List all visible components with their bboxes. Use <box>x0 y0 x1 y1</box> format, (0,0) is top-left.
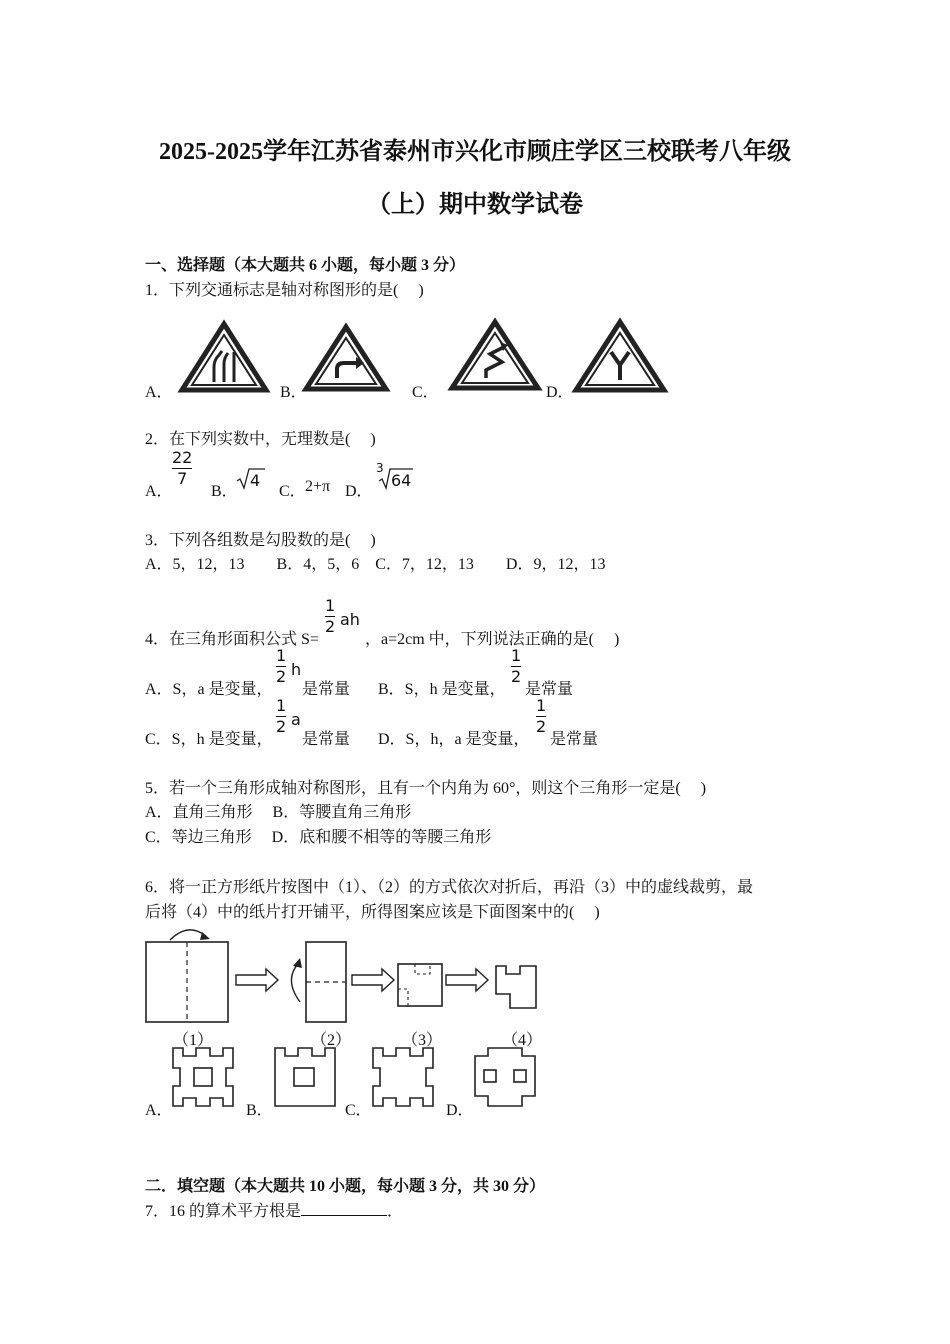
right-turn-sign-icon <box>304 325 388 391</box>
fraction-22-over-7 <box>172 449 192 488</box>
option-d-label: D． <box>345 483 373 500</box>
question-7 <box>145 1198 403 1221</box>
question-3-stem: 3．下列各组数是勾股数的是( ) <box>145 532 376 549</box>
arrow-right-icon <box>236 969 278 991</box>
option-b-text: B．S，h 是变量， <box>378 681 506 698</box>
paper-folding-diagram <box>140 922 550 1032</box>
option-a-text: A．S，a 是变量， <box>145 681 273 698</box>
step-2-label: （2） <box>311 1032 352 1049</box>
fraction-numerator: 1 <box>325 596 336 615</box>
option-a-label: A． <box>145 384 173 401</box>
option-c-value: 2+π <box>305 478 331 495</box>
arrow-right-icon <box>446 969 488 991</box>
question-5-options-line1: A．直角三角形 B．等腰直角三角形 <box>145 804 412 821</box>
fraction-denominator: 7 <box>177 469 188 488</box>
option-d-label: D． <box>446 1102 474 1119</box>
lane-merge-sign-icon <box>180 322 268 392</box>
arrow-right-icon <box>352 969 394 991</box>
section-heading-choice: 一、选择题（本大题共 6 小题，每小题 3 分） <box>145 257 466 274</box>
question-4-stem-end: ，a=2cm 中，下列说法正确的是( ) <box>365 631 620 648</box>
step-3-folded-square <box>398 964 442 1006</box>
step-3-label: （3） <box>402 1032 443 1049</box>
option-b-label: B． <box>211 483 238 500</box>
cube-root-index: 3 <box>376 461 384 475</box>
option-a-label: A． <box>145 1102 173 1119</box>
fraction-denominator: 2 <box>536 717 547 736</box>
question-6-stem-line1: 6．将一正方形纸片按图中（1）、（2）的方式依次对折后，再沿（3）中的虚线裁剪，最 <box>145 879 754 896</box>
pattern-c-shape <box>370 1046 436 1108</box>
pattern-a-shape <box>170 1046 236 1108</box>
option-a-label: A． <box>145 483 173 500</box>
option-b-label: B． <box>280 384 307 401</box>
option-b-suffix: 是常量 <box>525 681 574 698</box>
fraction-numerator: 1 <box>276 696 287 715</box>
fraction-numerator: 1 <box>276 646 287 665</box>
question-7-end: ． <box>387 1203 404 1220</box>
fraction-variable: a <box>291 710 301 729</box>
step-4-label: （4） <box>502 1032 543 1049</box>
cube-root-radicand: 64 <box>391 471 412 490</box>
question-2-stem: 2．在下列实数中，无理数是( ) <box>145 431 376 448</box>
question-5-options-line2: C．等边三角形 D．底和腰不相等的等腰三角形 <box>145 829 492 846</box>
option-c-label: C． <box>412 384 439 401</box>
fraction-denominator: 2 <box>325 617 336 636</box>
section-heading-fill-in: 二．填空题（本大题共 10 小题，每小题 3 分，共 30 分） <box>145 1178 546 1195</box>
formula-variable: ah <box>340 610 360 629</box>
fraction-numerator: 22 <box>172 448 193 467</box>
question-1-stem: 1．下列交通标志是轴对称图形的是( ) <box>145 282 424 299</box>
option-d-text: D．S，h，a 是变量， <box>378 731 530 748</box>
answer-blank[interactable] <box>301 1201 387 1216</box>
step-1-square <box>146 930 228 1022</box>
option-c-text: C．S，h 是变量， <box>145 731 273 748</box>
fraction-one-half <box>511 647 521 686</box>
page-subtitle: （上）期中数学试卷 <box>367 192 583 218</box>
option-a-suffix: 是常量 <box>302 681 351 698</box>
pattern-d-shape <box>472 1046 538 1108</box>
page-title: 2025-2025学年江苏省泰州市兴化市顾庄学区三校联考八年级 <box>159 139 791 165</box>
sqrt-radicand: 4 <box>250 471 261 490</box>
step-1-label: （1） <box>173 1032 214 1049</box>
option-b-label: B． <box>246 1102 273 1119</box>
step-2-rectangle <box>291 942 346 1022</box>
fraction-variable: h <box>291 660 302 679</box>
winding-road-sign-icon <box>450 320 540 390</box>
option-d-label: D． <box>546 384 574 401</box>
step-4-cut-shape <box>496 966 536 1008</box>
question-5-stem: 5．若一个三角形成轴对称图形，且有一个内角为 60°，则这个三角形一定是( ) <box>145 780 707 797</box>
fraction-one-half <box>536 697 546 736</box>
question-7-stem: 7．16 的算术平方根是 <box>145 1203 302 1220</box>
fraction-one-half <box>276 647 286 686</box>
option-d-suffix: 是常量 <box>550 731 599 748</box>
option-c-label: C． <box>345 1102 372 1119</box>
fraction-numerator: 1 <box>511 646 522 665</box>
fraction-one-half <box>325 597 335 636</box>
fraction-numerator: 1 <box>536 696 547 715</box>
fraction-denominator: 2 <box>511 667 522 686</box>
option-c-label: C． <box>279 483 306 500</box>
fraction-denominator: 2 <box>276 667 287 686</box>
y-junction-sign-icon <box>574 320 666 392</box>
fraction-one-half <box>276 697 286 736</box>
question-4-stem-start: 4．在三角形面积公式 S= <box>145 631 319 648</box>
question-6-stem-line2: 后将（4）中的纸片打开铺平，所得图案应该是下面图案中的( ) <box>145 904 600 921</box>
option-c-suffix: 是常量 <box>302 731 351 748</box>
pattern-b-shape <box>272 1046 338 1108</box>
fraction-denominator: 2 <box>276 717 287 736</box>
question-3-options: A．5，12，13 B．4，5，6 C．7，12，13 D．9，12，13 <box>145 556 606 573</box>
